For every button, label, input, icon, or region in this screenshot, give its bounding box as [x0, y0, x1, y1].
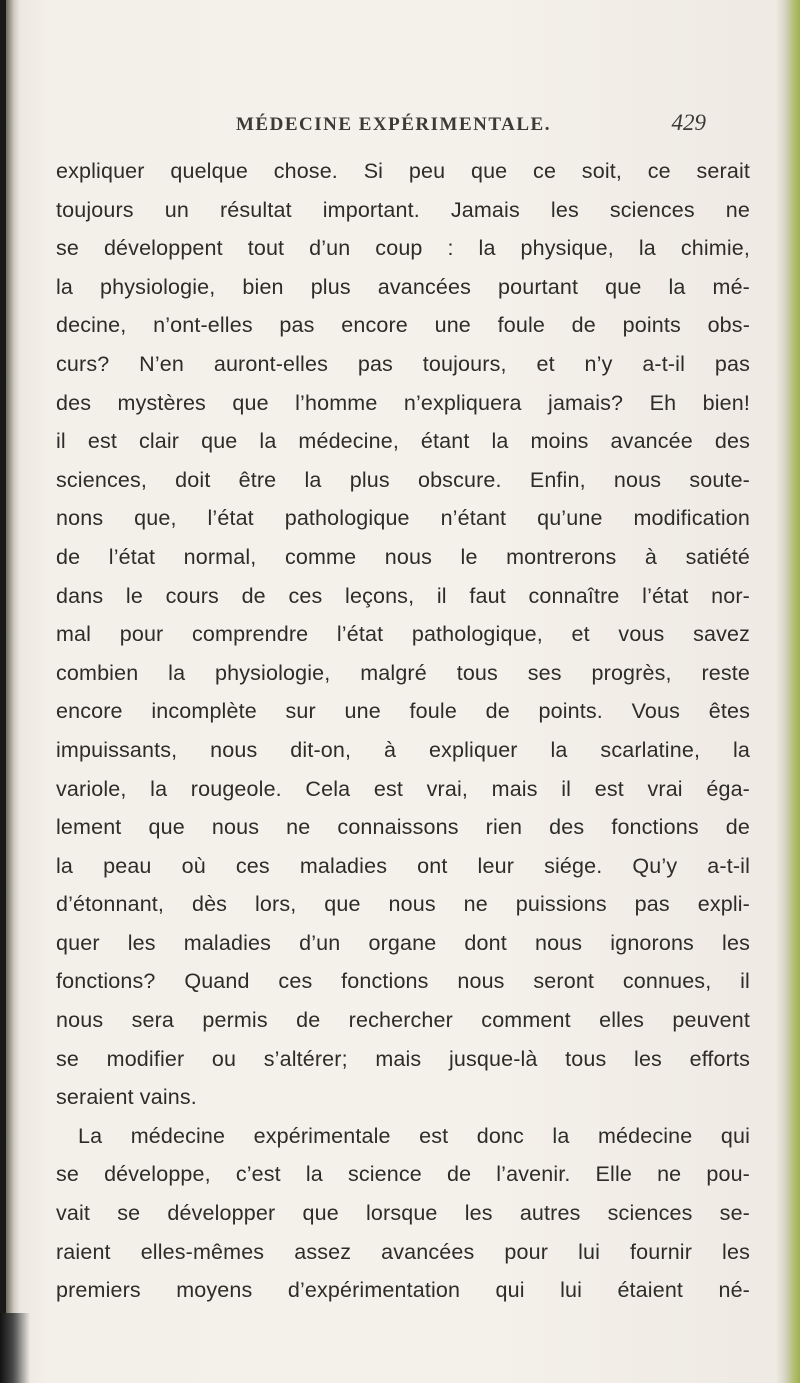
page-gutter: [0, 0, 20, 1383]
text-line: raient elles-mêmes assez avancées pour lui fournir les: [56, 1239, 750, 1264]
paragraph-2: [56, 1117, 750, 1310]
text-line: fonctions? Quand ces fonctions nous seront connues, il: [56, 969, 750, 994]
body-text: [56, 152, 750, 1310]
text-line: vait se développer que lorsque les autres sciences se-: [56, 1201, 750, 1226]
text-line: la physiologie, bien plus avancées pourtant que la mé-: [56, 274, 750, 299]
page-edge: [776, 0, 800, 1383]
text-line: curs? N’en auront-elles pas toujours, et n’y a-t-il pas: [56, 351, 750, 376]
text-line: il est clair que la médecine, étant la moins avancée des: [56, 429, 750, 454]
text-line: toujours un résultat important. Jamais les sciences ne: [56, 197, 750, 222]
text-line: decine, n’ont-elles pas encore une foule de points obs-: [56, 313, 750, 338]
running-title: MÉDECINE EXPÉRIMENTALE.: [236, 114, 551, 135]
text-line: La médecine expérimentale est donc la médecine qui: [78, 1123, 750, 1148]
text-line: mal pour comprendre l’état pathologique, et vous savez: [56, 622, 750, 647]
text-line: se modifier ou s’altérer; mais jusque-là tous les efforts: [56, 1046, 750, 1071]
text-line: se développent tout d’un coup : la physique, la chimie,: [56, 236, 750, 261]
text-line: se développe, c’est la science de l’avenir. Elle ne pou-: [56, 1162, 750, 1187]
text-line: impuissants, nous dit-on, à expliquer la scarlatine, la: [56, 737, 750, 762]
text-line: nous sera permis de rechercher comment elles peuvent: [56, 1008, 750, 1033]
text-line: quer les maladies d’un organe dont nous ignorons les: [56, 930, 750, 955]
text-line: expliquer quelque chose. Si peu que ce soit, ce serait: [56, 159, 750, 183]
text-line: variole, la rougeole. Cela est vrai, mais il est vrai éga-: [56, 776, 750, 801]
text-line: combien la physiologie, malgré tous ses progrès, reste: [56, 660, 750, 685]
text-line: des mystères que l’homme n’expliquera jamais? Eh bien!: [56, 390, 750, 415]
text-line: la peau où ces maladies ont leur siége. Qu’y a-t-il: [56, 853, 750, 878]
gutter-shadow: [0, 0, 6, 1383]
text-line: lement que nous ne connaissons rien des fonctions de: [56, 815, 750, 840]
text-line: de l’état normal, comme nous le montrerons à satiété: [56, 544, 750, 569]
running-head: [236, 110, 706, 140]
page-corner-shadow: [0, 1313, 30, 1383]
text-line: seraient vains.: [56, 1085, 197, 1110]
text-line: premiers moyens d’expérimentation qui lui étaient né-: [56, 1278, 750, 1303]
text-line: dans le cours de ces leçons, il faut connaître l’état nor-: [56, 583, 750, 608]
text-line: sciences, doit être la plus obscure. Enfin, nous soute-: [56, 467, 750, 492]
paragraph-1: [56, 152, 750, 1117]
text-line: encore incomplète sur une foule de points. Vous êtes: [56, 699, 750, 724]
page-number: 429: [671, 110, 706, 135]
text-line: d’étonnant, dès lors, que nous ne puissions pas expli-: [56, 892, 750, 917]
text-line: nons que, l’état pathologique n’étant qu’une modification: [56, 506, 750, 531]
